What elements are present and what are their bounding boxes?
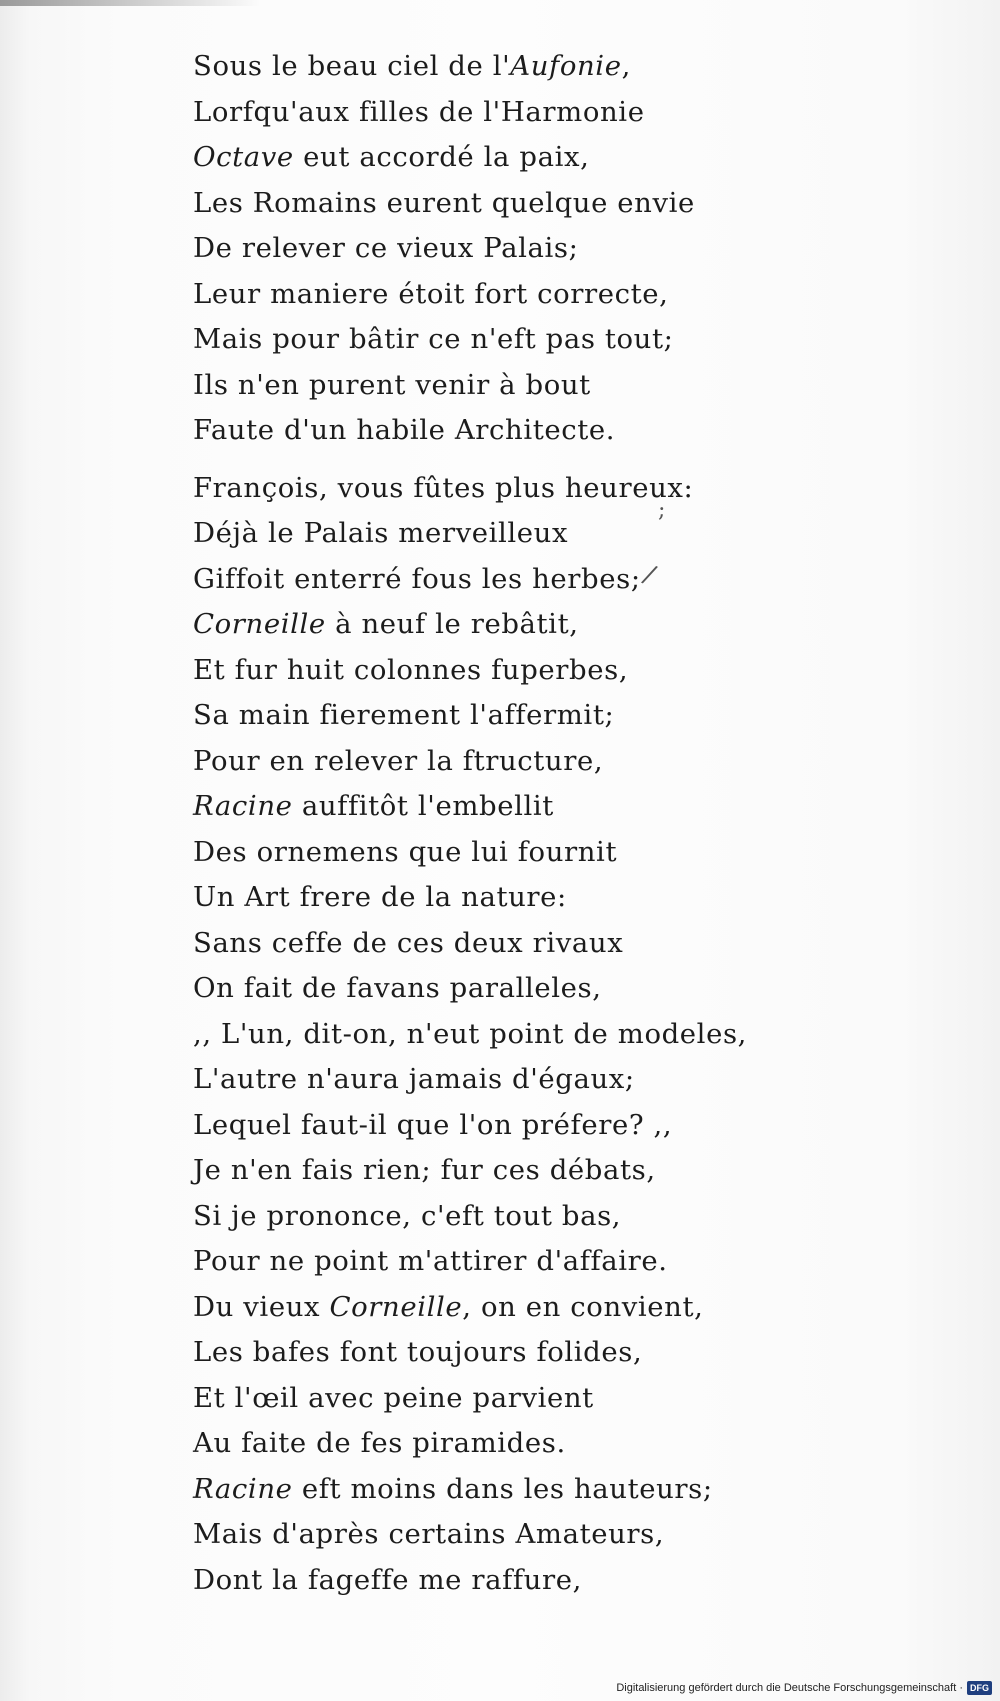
verse-line xyxy=(193,1239,793,1285)
verse-italic-name: Corneille xyxy=(329,1290,463,1323)
verse-line xyxy=(193,693,793,739)
verse-line xyxy=(193,602,793,648)
verse-segment: Faute d'un habile Architecte. xyxy=(193,414,616,446)
verse-line xyxy=(193,272,793,318)
verse-segment: auffitôt l'embellit xyxy=(292,790,554,822)
verse-segment: Sans ceffe de ces deux rivaux xyxy=(193,926,624,959)
verse-line xyxy=(193,830,793,876)
verse-italic-name: Octave xyxy=(193,141,294,173)
verse-line xyxy=(193,1376,793,1422)
verse-segment: Lequel faut-il que l'on préfere? ,, xyxy=(193,1108,673,1141)
verse-line xyxy=(193,408,793,454)
verse-segment: Un Art frere de la nature: xyxy=(193,881,567,913)
footer-credit xyxy=(616,1681,992,1695)
verse-segment: Si je prononce, c'eft tout bas, xyxy=(193,1199,622,1232)
verse-line xyxy=(193,1012,793,1058)
verse-italic-name: Racine xyxy=(193,790,293,822)
verse-segment: ,, L'un, dit-on, n'eut point de modeles, xyxy=(193,1017,748,1050)
verse-line xyxy=(193,1330,793,1376)
verse-italic-name: Aufonie xyxy=(510,50,622,82)
verse-line xyxy=(193,511,793,557)
verse-segment: , on en convient, xyxy=(462,1290,704,1323)
page-edge-shadow xyxy=(0,0,260,6)
verse-segment: eft moins dans les hauteurs; xyxy=(292,1472,713,1505)
footer-credit-text: Digitalisierung gefördert durch die Deutsche Forschungsgemeinschaft · xyxy=(616,1682,963,1694)
verse-segment: Ils n'en purent venir à bout xyxy=(193,368,591,401)
verse-segment: Pour en relever la ftructure, xyxy=(193,744,604,777)
verse-segment: Dont la fageffe me raffure, xyxy=(193,1563,582,1596)
verse-segment: Mais pour bâtir ce n'eft pas tout; xyxy=(193,323,674,355)
verse-segment: Sa main fierement l'affermit; xyxy=(193,699,615,731)
verse-line xyxy=(193,1421,793,1467)
verse-line xyxy=(193,317,793,363)
verse-line xyxy=(193,966,793,1012)
verse-line xyxy=(193,1285,793,1331)
verse-segment: eut accordé la paix, xyxy=(293,141,590,173)
verse-line xyxy=(193,648,793,694)
verse-segment: François, vous fûtes plus heureux: xyxy=(193,471,694,504)
verse-segment: , xyxy=(621,50,631,82)
verse-line xyxy=(193,921,793,967)
verse-segment: Du vieux xyxy=(193,1290,330,1323)
verse-line xyxy=(193,784,793,830)
verse-line xyxy=(193,739,793,785)
verse-line xyxy=(193,557,793,603)
verse-segment: Mais d'après certains Amateurs, xyxy=(193,1518,665,1550)
verse-segment: Giffoit enterré fous les herbes; xyxy=(193,562,641,595)
verse-line xyxy=(193,1467,793,1513)
verse-segment: à neuf le rebâtit, xyxy=(325,608,579,640)
stanza-gap xyxy=(193,454,793,466)
verse-segment: Les Romains eurent quelque envie xyxy=(193,186,695,219)
ink-mark: / xyxy=(639,559,660,591)
dfg-logo: DFG xyxy=(967,1681,992,1695)
verse-italic-name: Racine xyxy=(193,1472,293,1505)
verse-line xyxy=(193,90,793,136)
verse-line xyxy=(193,1194,793,1240)
verse-segment: Pour ne point m'attirer d'affaire. xyxy=(193,1245,668,1277)
verse-line xyxy=(193,1148,793,1194)
verse-segment: Et l'œil avec peine parvient xyxy=(193,1381,594,1414)
ink-mark: ; xyxy=(658,498,666,523)
verse-segment: On fait de favans paralleles, xyxy=(193,972,602,1004)
verse-line xyxy=(193,1057,793,1103)
verse-line xyxy=(193,44,793,90)
verse-line xyxy=(193,181,793,227)
verse-segment: Les bafes font toujours folides, xyxy=(193,1336,643,1368)
verse-italic-name: Corneille xyxy=(193,608,326,640)
verse-segment: De relever ce vieux Palais; xyxy=(193,232,579,264)
verse-segment: L'autre n'aura jamais d'égaux; xyxy=(193,1063,635,1095)
verse-segment: Et fur huit colonnes fuperbes, xyxy=(193,653,629,686)
verse-line xyxy=(193,466,793,512)
verse-line xyxy=(193,226,793,272)
verse-line xyxy=(193,1558,793,1604)
verse-segment: Je n'en fais rien; fur ces débats, xyxy=(193,1154,656,1186)
verse-segment: Leur maniere étoit fort correcte, xyxy=(193,277,669,310)
verse-line xyxy=(193,1512,793,1558)
verse-segment: Au faite de fes piramides. xyxy=(193,1427,566,1459)
verse-line xyxy=(193,1103,793,1149)
verse-line xyxy=(193,363,793,409)
verse-line xyxy=(193,875,793,921)
verse-segment: Sous le beau ciel de l' xyxy=(193,50,511,82)
verse-line xyxy=(193,135,793,181)
poem-text xyxy=(193,44,793,1603)
verse-segment: Lorfqu'aux filles de l'Harmonie xyxy=(193,95,645,128)
verse-segment: Des ornemens que lui fournit xyxy=(193,835,618,868)
verse-segment: Déjà le Palais merveilleux xyxy=(193,517,569,549)
